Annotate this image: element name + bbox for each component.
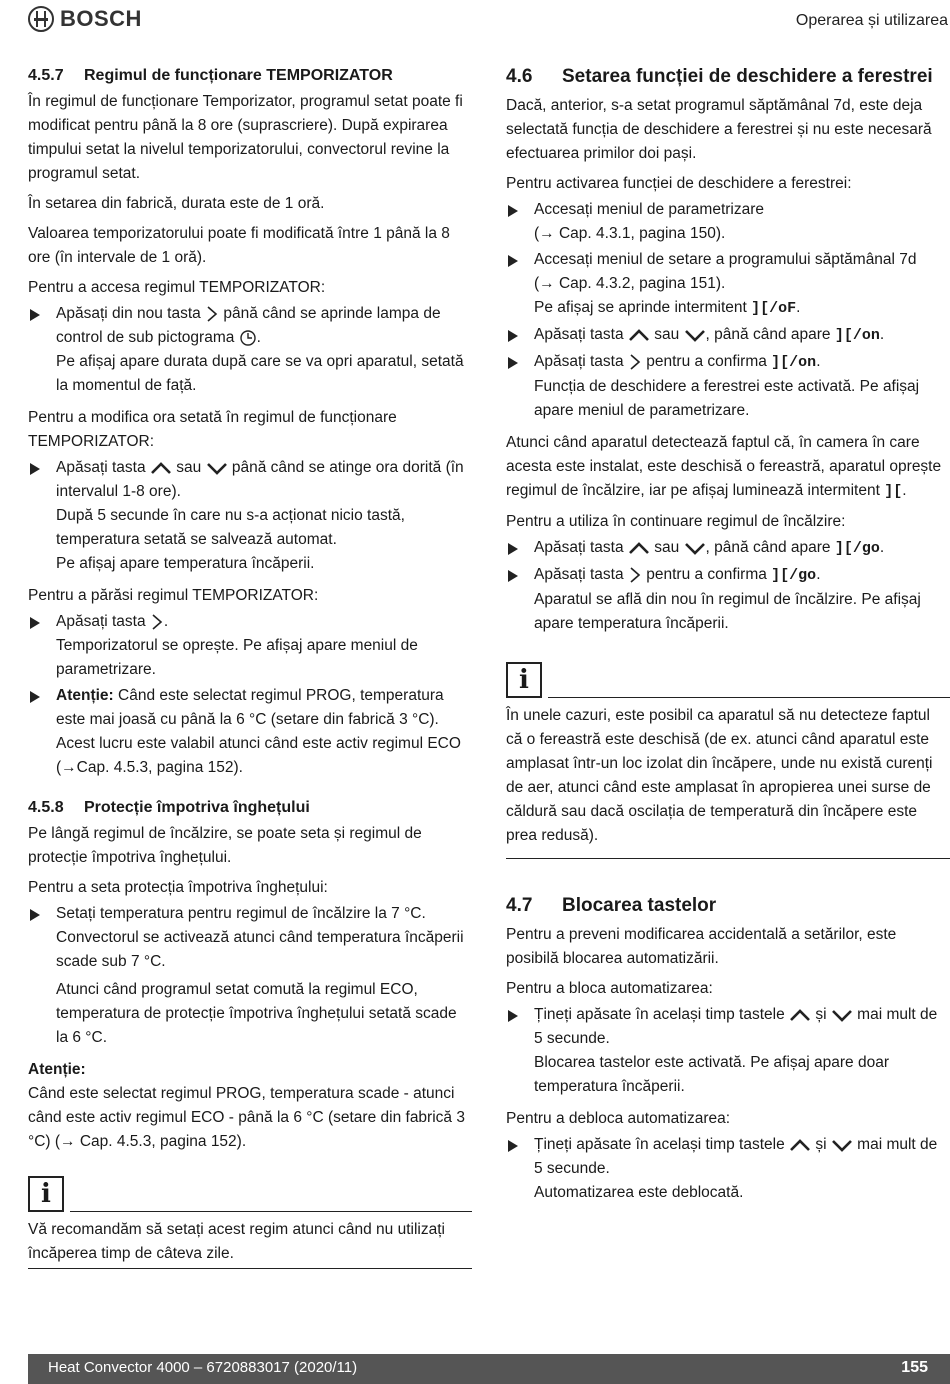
heading-number: 4.7 (506, 895, 533, 916)
bullet-text: până când se atinge ora dorită (în intervalul 1-8 ore). (56, 459, 464, 500)
chevron-up-icon (150, 460, 172, 476)
paragraph: În regimul de funcționare Temporizator, programul setat poate fi modificat pentru până la 8 ore (suprascriere). După expirarea timpului setat la nivelul temporizatorului, convectorul revine la programul setat. (28, 93, 463, 182)
display-code: ][/go (834, 540, 880, 557)
section-title: Operarea și utilizarea (795, 12, 948, 29)
bullet-text: sau (176, 459, 202, 476)
chevron-right-icon (628, 353, 642, 371)
bullet-subtext: Aparatul se află din nou în regimul de încălzire. Pe afișaj apare temperatura încăperii. (534, 591, 921, 632)
heading-text: Setarea funcției de deschidere a ferestrei (562, 66, 933, 87)
bullet-text: . (796, 299, 801, 316)
bullet-text: Apăsați tasta (534, 353, 624, 370)
bullet-item (28, 456, 472, 576)
paragraph: Dacă, anterior, s-a setat programul săptămânal 7d, este deja selectată funcția de deschidere a ferestrei și nu este necesară efectuarea primilor doi pași. (506, 97, 932, 162)
bullet-item (28, 610, 472, 682)
display-code: ][ (884, 483, 903, 500)
chevron-up-icon (628, 540, 650, 556)
right-column (506, 64, 950, 1207)
bullet-subtext: (→ Cap. 4.3.2, pagina 151). (534, 275, 726, 292)
bullet-subtext: Automatizarea este deblocată. (534, 1184, 744, 1201)
bullet-item (506, 248, 950, 321)
bullet-text: până când se aprinde lampa de control de sub pictograma (56, 305, 441, 346)
attention-title: Atenție: (28, 1061, 86, 1078)
bullet-text: Țineți apăsate în același timp tastele (534, 1006, 785, 1023)
bullet-text: Țineți apăsate în același timp tastele (534, 1136, 785, 1153)
bullet-text: . (163, 613, 169, 630)
heading-text: Protecție împotriva înghețului (84, 799, 310, 816)
info-note (506, 656, 950, 859)
paragraph: Pentru a modifica ora setată în regimul de funcționare TEMPORIZATOR: (28, 409, 397, 450)
paragraph: Pentru activarea funcției de deschidere a ferestrei: (506, 175, 852, 192)
display-code: ][/go (771, 567, 817, 584)
chevron-down-icon (684, 327, 706, 343)
bullet-text: Apăsați tasta (534, 326, 624, 343)
bullet-subtext: Pe afișaj apare temperatura încăperii. (56, 555, 315, 572)
heading-number: 4.6 (506, 66, 533, 87)
brand-name: BOSCH (60, 6, 142, 31)
chevron-right-icon (628, 566, 642, 584)
heading-4-5-7 (28, 64, 472, 88)
info-icon: i (28, 1176, 64, 1212)
heading-text: Blocarea tastelor (562, 895, 717, 916)
paragraph: În setarea din fabrică, durata este de 1 oră. (28, 195, 325, 212)
bullet-text: și (815, 1006, 827, 1023)
chevron-down-icon (831, 1137, 853, 1153)
bullet-text: . (879, 326, 885, 343)
attention-text: Când este selectat regimul PROG, temperatura scade - atunci când este activ regimul ECO - până la 6 °C (setare din fabrică 3 °C) (→ Cap. 4.5.3, pagina 152). (28, 1085, 465, 1150)
bullet-text: Setați temperatura pentru regimul de încălzire la 7 °C. (56, 905, 426, 922)
bosch-logo-icon (28, 6, 54, 32)
bullet-item (506, 563, 950, 636)
chevron-down-icon (206, 460, 228, 476)
bullet-subtext: Funcția de deschidere a ferestrei este activată. Pe afișaj apare meniul de parametrizare. (534, 378, 920, 419)
bullet-text: . (816, 353, 821, 370)
page-footer (28, 1354, 950, 1384)
display-code: ][/on (771, 354, 817, 371)
heading-4-7 (506, 893, 950, 919)
chevron-down-icon (831, 1007, 853, 1023)
bullet-text: Apăsați tasta (56, 459, 146, 476)
info-icon: i (506, 662, 542, 698)
bullet-text: și (815, 1136, 827, 1153)
heading-4-5-8 (28, 796, 472, 820)
paragraph: Pe lângă regimul de încălzire, se poate seta și regimul de protecție împotriva înghețului. (28, 825, 422, 866)
bullet-text: Când este selectat regimul PROG, temperatura este mai joasă cu până la 6 °C (setare din fabrică 3 °C). Acest lucru este valabil atunci când este activ regimul ECO (→Cap. 4.5.3, pagina 152). (56, 687, 461, 776)
info-text: În unele cazuri, este posibil ca aparatul să nu detecteze faptul că o fereastră este deschisă (de ex. atunci când aparatul este amplasat într-un loc izolat din încăpere, unde nu există curenți de aer, atunci când este amplasat în apropierea unei surse de căldură sau dacă oscilația de temperatură din încăpere este prea redusă). (506, 698, 950, 859)
bullet-item (506, 323, 950, 348)
bullet-item (506, 536, 950, 561)
chevron-up-icon (789, 1137, 811, 1153)
bullet-text: pentru a confirma (646, 566, 767, 583)
bullet-subtext (534, 296, 950, 321)
page-header (28, 6, 950, 38)
paragraph-text: . (902, 482, 907, 499)
bullet-text: mai mult de 5 secunde. (534, 1006, 938, 1047)
bullet-text: . (879, 539, 885, 556)
display-code: ][/oF (751, 300, 797, 317)
info-note (28, 1170, 472, 1269)
bullet-text: sau (654, 539, 680, 556)
document-id: Heat Convector 4000 – 6720883017 (2020/11) (48, 1359, 358, 1376)
paragraph: Pentru a preveni modificarea accidentală a setărilor, este posibilă blocarea automatizării. (506, 926, 897, 967)
bullet-text: Accesați meniul de parametrizare (534, 201, 765, 218)
chevron-right-icon (205, 305, 219, 323)
bullet-subtext: (→ Cap. 4.3.1, pagina 150). (534, 225, 726, 242)
bullet-item (28, 684, 472, 780)
bosch-logo (28, 6, 142, 32)
bullet-subtext: Convectorul se activează atunci când temperatura încăperii scade sub 7 °C. (56, 929, 464, 970)
page-number: 155 (901, 1359, 928, 1376)
bullet-text: sau (654, 326, 680, 343)
bullet-subtext: Blocarea tastelor este activată. Pe afișaj apare doar temperatura încăperii. (534, 1054, 889, 1095)
chevron-up-icon (628, 327, 650, 343)
paragraph: Pentru a seta protecția împotriva înghețului: (28, 879, 328, 896)
bullet-subtext: Pe afișaj apare durata după care se va opri aparatul, setată la momentul de față. (56, 353, 464, 394)
bullet-item (28, 902, 472, 1050)
bullet-text: Pe afișaj se aprinde intermitent (534, 299, 747, 316)
info-text: Vă recomandăm să setați acest regim atunci când nu utilizați încăperea timp de câteva zile. (28, 1212, 472, 1269)
paragraph: Valoarea temporizatorului poate fi modificată între 1 până la 8 ore (în intervale de 1 oră). (28, 225, 450, 266)
bullet-text: , până când apare (705, 539, 831, 556)
bullet-text: Apăsați tasta (56, 613, 146, 630)
bullet-text: , până când apare (705, 326, 831, 343)
attention-label: Atenție: (56, 687, 114, 704)
bullet-subtext: Atunci când programul setat comută la regimul ECO, temperatura de protecție împotriva înghețului setată scade la 6 °C. (56, 981, 457, 1046)
bullet-item (506, 1133, 950, 1205)
heading-number: 4.5.8 (28, 799, 64, 816)
paragraph: Pentru a accesa regimul TEMPORIZATOR: (28, 279, 326, 296)
bullet-item (28, 302, 472, 398)
chevron-right-icon (150, 613, 164, 631)
bullet-item (506, 198, 950, 246)
chevron-up-icon (789, 1007, 811, 1023)
paragraph-text: Atunci când aparatul detectează faptul că, în camera în care acesta este instalat, este deschisă o fereastră, aparatul oprește regimul de încălzire, iar pe afișaj luminează intermitent (506, 434, 942, 499)
bullet-subtext: După 5 secunde în care nu s-a acționat nicio tastă, temperatura setată se salvează automat. (56, 507, 405, 548)
bullet-text: Apăsați tasta (534, 566, 624, 583)
paragraph: Pentru a părăsi regimul TEMPORIZATOR: (28, 587, 319, 604)
left-column (28, 64, 472, 1269)
paragraph (506, 431, 950, 504)
bullet-text: Accesați meniul de setare a programului săptămânal 7d (534, 251, 917, 268)
clock-icon (239, 329, 257, 347)
chevron-down-icon (684, 540, 706, 556)
bullet-text: . (256, 329, 261, 346)
heading-number: 4.5.7 (28, 67, 64, 84)
bullet-text: . (816, 566, 821, 583)
bullet-item (506, 350, 950, 423)
paragraph: Pentru a debloca automatizarea: (506, 1110, 731, 1127)
paragraph: Pentru a utiliza în continuare regimul de încălzire: (506, 513, 846, 530)
bullet-item (506, 1003, 950, 1099)
paragraph: Pentru a bloca automatizarea: (506, 980, 713, 997)
bullet-text: Apăsați din nou tasta (56, 305, 201, 322)
bullet-text: pentru a confirma (646, 353, 767, 370)
heading-text: Regimul de funcționare TEMPORIZATOR (84, 67, 393, 84)
bullet-text: Apăsați tasta (534, 539, 624, 556)
bullet-text: mai mult de 5 secunde. (534, 1136, 938, 1177)
display-code: ][/on (834, 327, 880, 344)
heading-4-6 (506, 64, 950, 90)
bullet-subtext: Temporizatorul se oprește. Pe afișaj apare meniul de parametrizare. (56, 637, 418, 678)
